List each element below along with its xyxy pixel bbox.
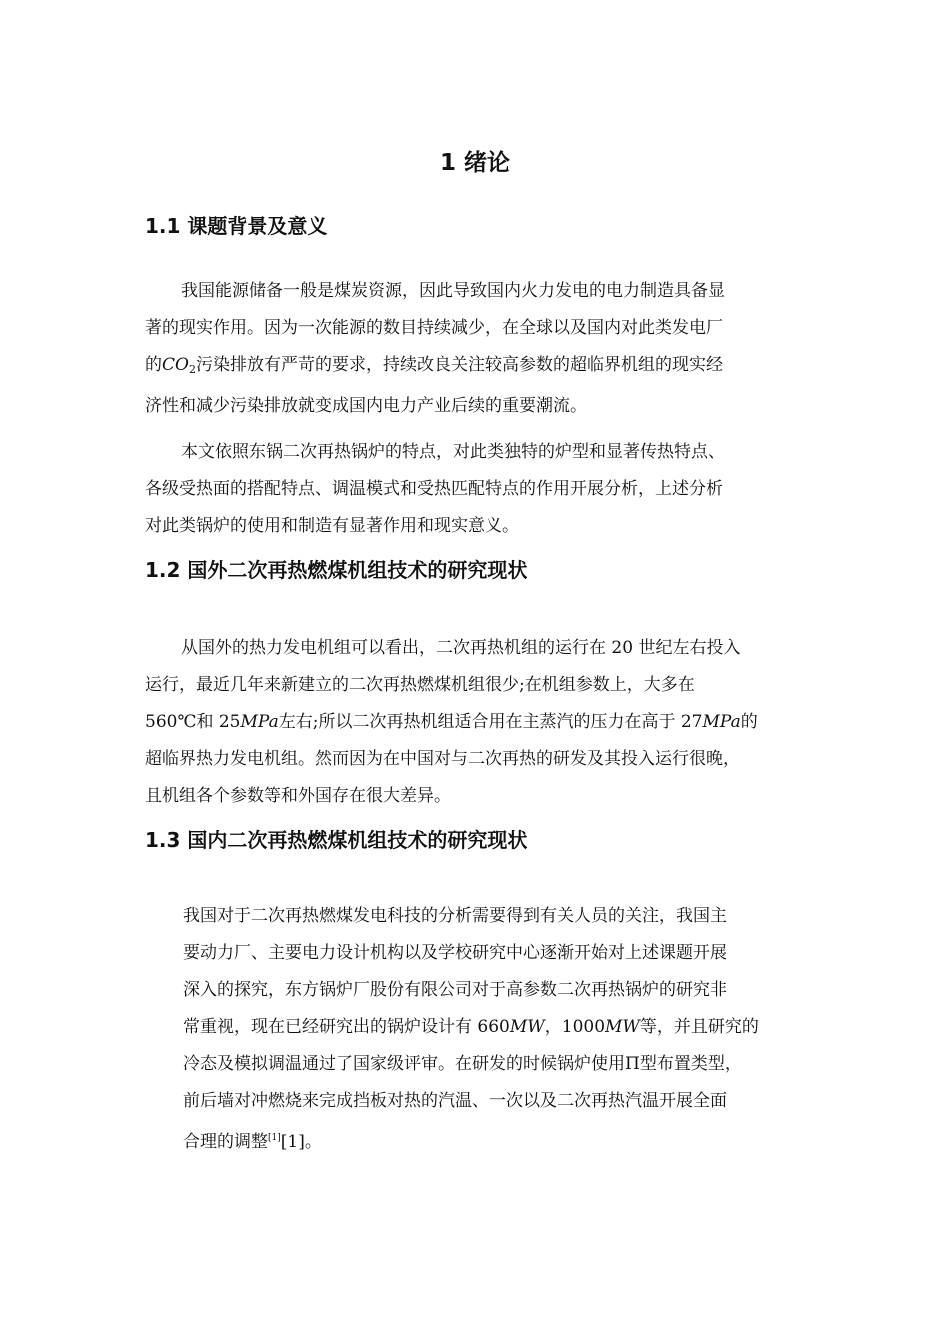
text-run: 560℃和 25 xyxy=(145,712,241,732)
unit-mw: MW xyxy=(509,1017,545,1037)
unit-mpa: MPa xyxy=(702,712,741,732)
text-run: 型布置类型， xyxy=(639,1054,742,1074)
text-line: 从国外的热力发电机组可以看出，二次再热机组的运行在 20 世纪左右投入 xyxy=(181,638,741,658)
text-line: 各级受热面的搭配特点、调温模式和受热匹配特点的作用开展分析，上述分析 xyxy=(145,479,723,499)
text-line xyxy=(183,1009,813,1046)
unit-mpa: MPa xyxy=(240,712,279,732)
text-line: 我国能源储备一般是煤炭资源，因此导致国内火力发电的电力制造具备显 xyxy=(181,281,725,301)
paragraph-1-3 xyxy=(183,898,813,1161)
text-line: 我国对于二次再热燃煤发电科技的分析需要得到有关人员的关注，我国主 xyxy=(183,906,727,926)
text-line: 济性和减少污染排放就变成国内电力产业后续的重要潮流。 xyxy=(145,396,587,416)
text-line: 对此类锅炉的使用和制造有显著作用和现实意义。 xyxy=(145,516,519,536)
text-line: 要动力厂、主要电力设计机构以及学校研究中心逐渐开始对上述课题开展 xyxy=(183,943,727,963)
section-title-1-2: 1.2 国外二次再热燃煤机组技术的研究现状 xyxy=(145,558,528,582)
text-line xyxy=(145,347,807,388)
text-run: 污染排放有严苛的要求，持续改良关注较高参数的超临界机组的现实经 xyxy=(195,355,723,375)
citation-text: [1]。 xyxy=(280,1132,322,1152)
text-line xyxy=(145,704,807,741)
paragraph-1-2 xyxy=(145,630,807,815)
text-line xyxy=(183,1120,813,1161)
text-run: 等，并且研究的 xyxy=(639,1017,759,1037)
text-run: 的 xyxy=(740,712,758,732)
section-title-1-3: 1.3 国内二次再热燃煤机组技术的研究现状 xyxy=(145,828,528,852)
text-line: 运行，最近几年来新建立的二次再热燃煤机组很少;在机组参数上，大多在 xyxy=(145,675,695,695)
chapter-title: 1 绪论 xyxy=(439,150,510,176)
co2-formula xyxy=(162,355,196,375)
section-title-1-1: 1.1 课题背景及意义 xyxy=(145,214,328,238)
text-line: 著的现实作用。因为一次能源的数目持续减少，在全球以及国内对此类发电厂 xyxy=(145,318,723,338)
text-run: ，1000 xyxy=(544,1017,606,1037)
co2-base: CO xyxy=(162,355,189,375)
citation-superscript: [1] xyxy=(268,1133,281,1143)
text-run: 常重视，现在已经研究出的锅炉设计有 660 xyxy=(183,1017,510,1037)
text-run: 左右;所以二次再热机组适合用在主蒸汽的压力在高于 27 xyxy=(278,712,703,732)
text-line: 本文依照东锅二次再热锅炉的特点，对此类独特的炉型和显著传热特点、 xyxy=(181,442,725,462)
text-run: 合理的调整 xyxy=(183,1132,268,1152)
text-line: 超临界热力发电机组。然而因为在中国对与二次再热的研发及其投入运行很晚， xyxy=(145,749,740,769)
text-line xyxy=(183,1046,813,1083)
text-line: 且机组各个参数等和外国存在很大差异。 xyxy=(145,786,451,806)
text-run: 的 xyxy=(145,355,162,375)
paragraph-1-1-a xyxy=(145,273,807,425)
text-run: 冷态及模拟调温通过了国家级评审。在研发的时候锅炉使用 xyxy=(183,1054,625,1074)
paragraph-1-1-b xyxy=(145,434,807,545)
text-line: 深入的探究，东方锅炉厂股份有限公司对于高参数二次再热锅炉的研究非 xyxy=(183,980,727,1000)
text-line: 前后墙对冲燃烧来完成挡板对热的汽温、一次以及二次再热汽温开展全面 xyxy=(183,1091,727,1111)
unit-mw: MW xyxy=(605,1017,640,1037)
co2-subscript: 2 xyxy=(188,363,196,376)
pi-symbol: Π xyxy=(625,1054,640,1074)
